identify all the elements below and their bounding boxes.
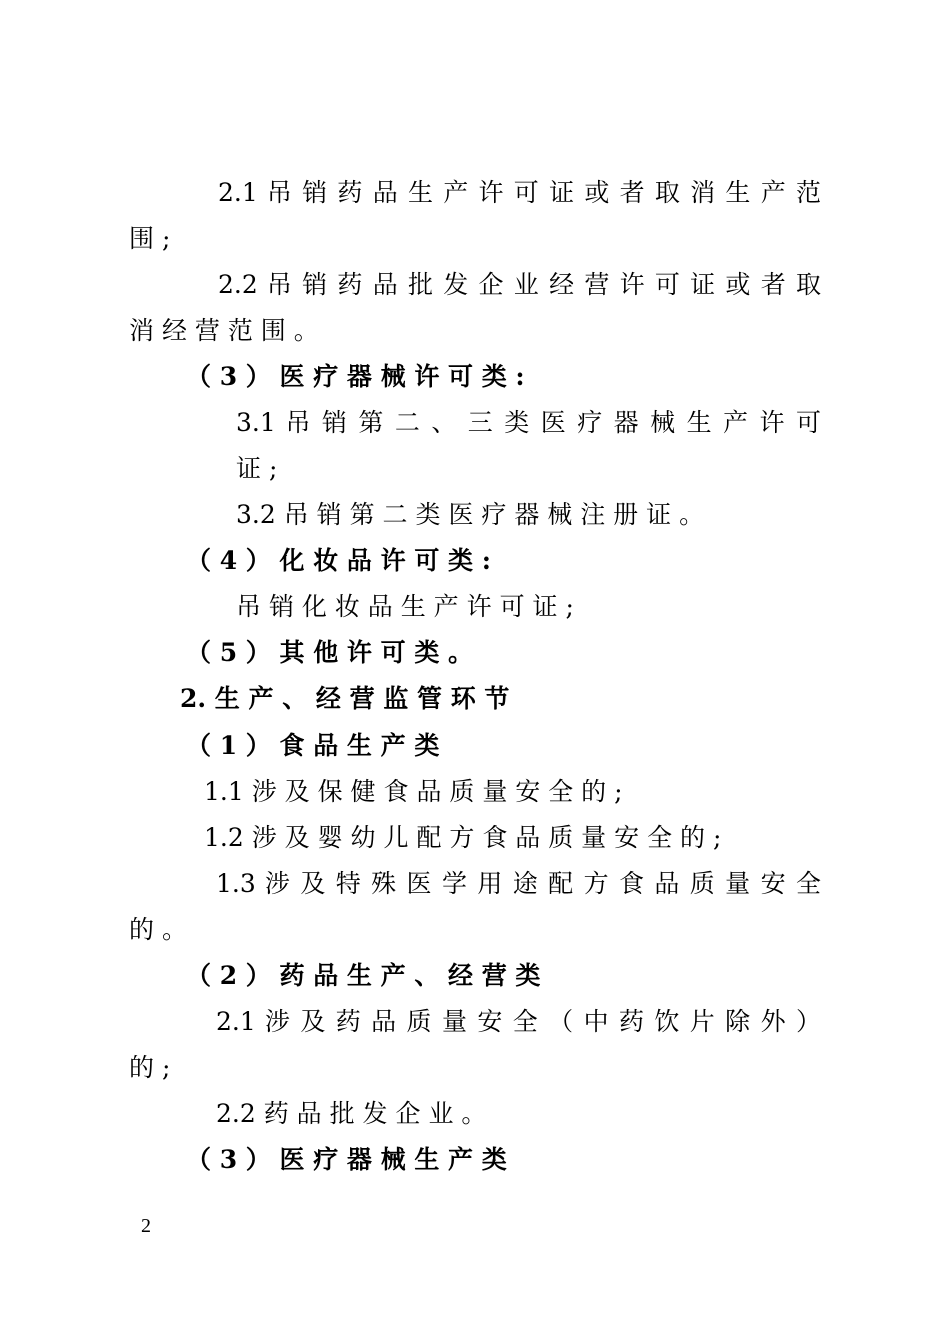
line-2-2-drug-wholesale-enterprise: 2.2 药 品 批 发 企 业 。 bbox=[216, 1099, 487, 1128]
heading-5-other-license: （ 5 ） 其 他 许 可 类 。 bbox=[186, 638, 474, 667]
line-3-1-revoke-device-production: 3.1 吊 销 第 二 、 三 类 医 疗 器 械 生 产 许 可 bbox=[236, 408, 821, 437]
line-2-1-drug-quality-safety: 2.1 涉 及 药 品 质 量 安 全 （ 中 药 饮 片 除 外 ） bbox=[216, 1007, 821, 1036]
line-2-2-revoke-drug-wholesale: 2.2 吊 销 药 品 批 发 企 业 经 营 许 可 证 或 者 取 bbox=[218, 270, 821, 299]
line-revoke-cosmetics-production: 吊 销 化 妆 品 生 产 许 可 证 ; bbox=[236, 592, 574, 621]
heading-2-drug-production-operation: （ 2 ） 药 品 生 产 、 经 营 类 bbox=[186, 961, 541, 990]
line-2-1-drug-continued: 的 ; bbox=[129, 1053, 171, 1082]
heading-3-medical-device-production: （ 3 ） 医 疗 器 械 生 产 类 bbox=[186, 1145, 507, 1174]
page-number: 2 bbox=[141, 1215, 151, 1237]
line-2-1-revoke-drug-production: 2.1 吊 销 药 品 生 产 许 可 证 或 者 取 消 生 产 范 bbox=[218, 178, 821, 207]
line-2-1-continued: 围 ; bbox=[129, 224, 171, 253]
heading-3-medical-device-license: （ 3 ） 医 疗 器 械 许 可 类 : bbox=[186, 362, 525, 391]
heading-4-cosmetics-license: （ 4 ） 化 妆 品 许 可 类 : bbox=[186, 546, 491, 575]
line-2-2-continued: 消 经 营 范 围 。 bbox=[129, 316, 319, 345]
line-3-2-revoke-device-registration: 3.2 吊 销 第 二 类 医 疗 器 械 注 册 证 。 bbox=[236, 500, 705, 529]
line-1-3-special-medical-food: 1.3 涉 及 特 殊 医 学 用 途 配 方 食 品 质 量 安 全 bbox=[216, 869, 821, 898]
line-1-3-continued: 的 。 bbox=[129, 915, 187, 944]
heading-2-production-operation-supervision: 2. 生 产 、 经 营 监 管 环 节 bbox=[180, 684, 510, 713]
line-1-2-infant-formula: 1.2 涉 及 婴 幼 儿 配 方 食 品 质 量 安 全 的 ; bbox=[204, 823, 722, 852]
line-1-1-health-food: 1.1 涉 及 保 健 食 品 质 量 安 全 的 ; bbox=[204, 777, 623, 806]
line-3-1-continued: 证 ; bbox=[236, 454, 278, 483]
heading-1-food-production: （ 1 ） 食 品 生 产 类 bbox=[186, 731, 440, 760]
